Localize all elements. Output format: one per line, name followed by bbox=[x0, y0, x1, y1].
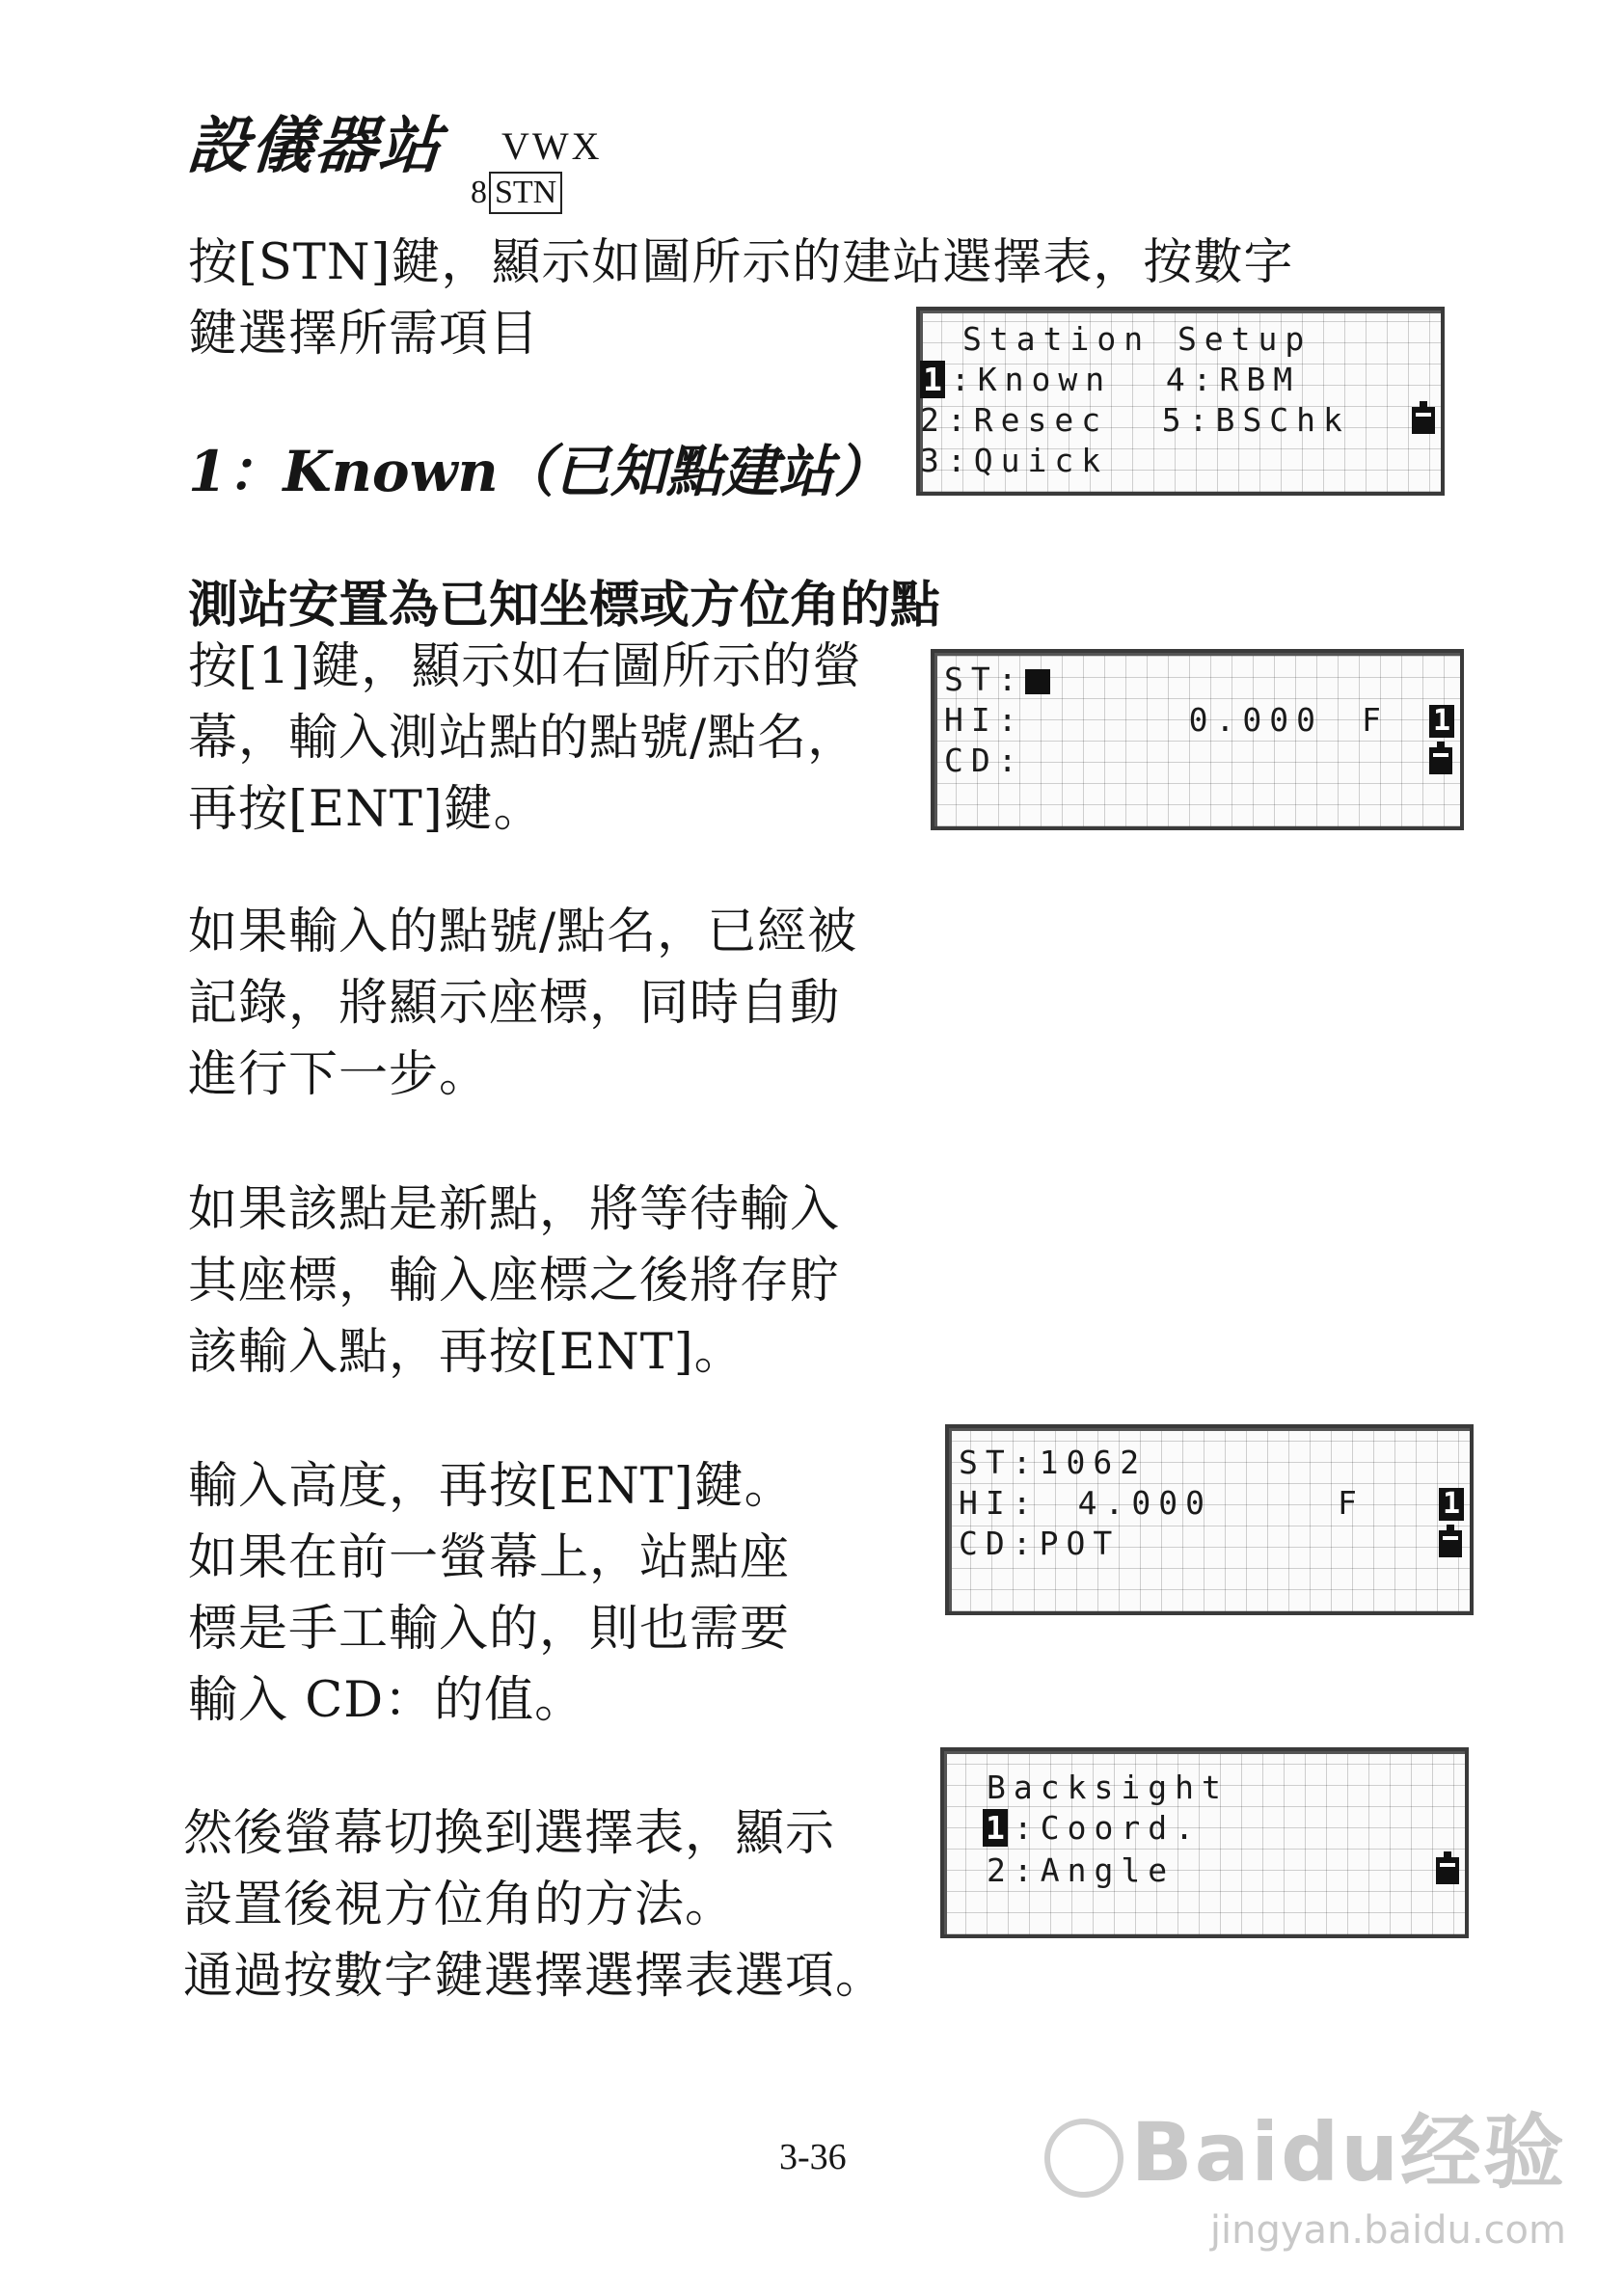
key-letters: VWX bbox=[501, 124, 603, 168]
battery-icon bbox=[1436, 1857, 1459, 1884]
lcd-known-input bbox=[931, 649, 1464, 830]
watermark bbox=[1044, 2088, 1566, 2253]
lcd-row-cd: CD: bbox=[944, 742, 1025, 779]
hi-label: HI: bbox=[944, 701, 1025, 739]
lcd-row-st bbox=[944, 661, 1050, 698]
paragraph-line: 通過按數字鍵選擇選擇表選項。 bbox=[183, 1948, 886, 2005]
battery-icon bbox=[1412, 407, 1435, 434]
paragraph-line: 輸入高度，再按[ENT]鍵。 bbox=[188, 1458, 795, 1515]
lcd-row-hi bbox=[959, 1484, 1365, 1522]
paragraph-line: 該輸入點，再按[ENT]。 bbox=[188, 1324, 744, 1381]
paragraph-1 bbox=[188, 632, 862, 846]
lcd-row-hi bbox=[944, 701, 1389, 739]
stn-key-reference bbox=[471, 172, 562, 214]
paragraph-2 bbox=[188, 897, 857, 1111]
section-heading: 1：Known（已知點建站） bbox=[188, 439, 890, 504]
paw-logo-icon bbox=[1044, 2119, 1123, 2198]
paragraph-5 bbox=[183, 1798, 885, 2012]
paragraph-line: 再按[ENT]鍵。 bbox=[188, 781, 544, 838]
lcd-row: 2:Resec 5:BSChk bbox=[920, 401, 1350, 439]
lcd-known-filled bbox=[945, 1424, 1474, 1615]
watermark-url: jingyan.baidu.com bbox=[1209, 2208, 1566, 2253]
paragraph-line: 進行下一步。 bbox=[188, 1046, 490, 1103]
paragraph-line: 然後螢幕切換到選擇表，顯示 bbox=[183, 1805, 836, 1862]
battery-icon bbox=[1439, 1530, 1462, 1557]
hi-unit: F bbox=[1337, 1484, 1365, 1522]
paragraph-line: 設置後視方位角的方法。 bbox=[183, 1877, 736, 1933]
paragraph-3 bbox=[188, 1175, 840, 1389]
input-cursor bbox=[1025, 669, 1050, 694]
intro-line: 鍵選擇所需項目 bbox=[188, 306, 540, 363]
watermark-brand-text: Baidu经验 bbox=[1130, 2105, 1566, 2200]
hi-value: 0.000 bbox=[1188, 701, 1323, 739]
selected-option: 1 bbox=[920, 361, 945, 398]
lcd-station-setup bbox=[916, 307, 1445, 496]
watermark-brand bbox=[1044, 2088, 1566, 2204]
paragraph-line: 如果輸入的點號/點名，已經被 bbox=[188, 904, 858, 960]
lcd-row-cd: CD:POT bbox=[959, 1525, 1121, 1562]
paragraph-line: 其座標，輸入座標之後將存貯 bbox=[188, 1253, 841, 1310]
page-title: 設儀器站 bbox=[184, 110, 446, 182]
lcd-row: 3:Quick bbox=[920, 442, 1109, 479]
paragraph-line: 標是手工輸入的，則也需要 bbox=[188, 1601, 791, 1658]
hi-label: HI: bbox=[959, 1484, 1040, 1522]
lcd-row bbox=[920, 361, 1300, 398]
lcd-row-st: ST:1062 bbox=[959, 1444, 1148, 1481]
mode-number: 1 bbox=[1429, 705, 1454, 738]
hi-value: 4.000 bbox=[1077, 1484, 1212, 1522]
section-subheading: 測站安置為已知坐標或方位角的點 bbox=[188, 576, 941, 635]
selected-option: 1 bbox=[983, 1809, 1008, 1847]
lcd-row bbox=[983, 1809, 1202, 1847]
page-number: 3-36 bbox=[779, 2137, 847, 2177]
lcd-title: Backsight bbox=[987, 1769, 1229, 1806]
paragraph-line: 幕，輸入測站點的點號/點名， bbox=[188, 710, 858, 767]
stn-key-label: STN bbox=[489, 172, 562, 214]
paragraph-line: 按[1]鍵，顯示如右圖所示的螢 bbox=[188, 638, 863, 695]
mode-number: 1 bbox=[1439, 1488, 1464, 1521]
hi-unit: F bbox=[1361, 701, 1389, 739]
paragraph-line: 如果該點是新點，將等待輸入 bbox=[188, 1181, 841, 1238]
paragraph-line: 如果在前一螢幕上，站點座 bbox=[188, 1529, 791, 1586]
paragraph-line: 記錄，將顯示座標，同時自動 bbox=[188, 975, 841, 1032]
st-label: ST: bbox=[944, 661, 1025, 698]
lcd-row: 2:Angle bbox=[987, 1851, 1176, 1889]
lcd-title: Station Setup bbox=[962, 320, 1313, 358]
key-number: 8 bbox=[471, 175, 487, 210]
option-text: :Coord. bbox=[1013, 1809, 1202, 1847]
battery-icon bbox=[1429, 747, 1452, 774]
intro-line: 按[STN]鍵，顯示如圖所示的建站選擇表，按數字 bbox=[188, 234, 1294, 291]
paragraph-line: 輸入 CD：的值。 bbox=[188, 1672, 585, 1729]
paragraph-4 bbox=[188, 1451, 795, 1737]
lcd-backsight bbox=[940, 1747, 1469, 1938]
option-text: :Known 4:RBM bbox=[950, 361, 1301, 398]
